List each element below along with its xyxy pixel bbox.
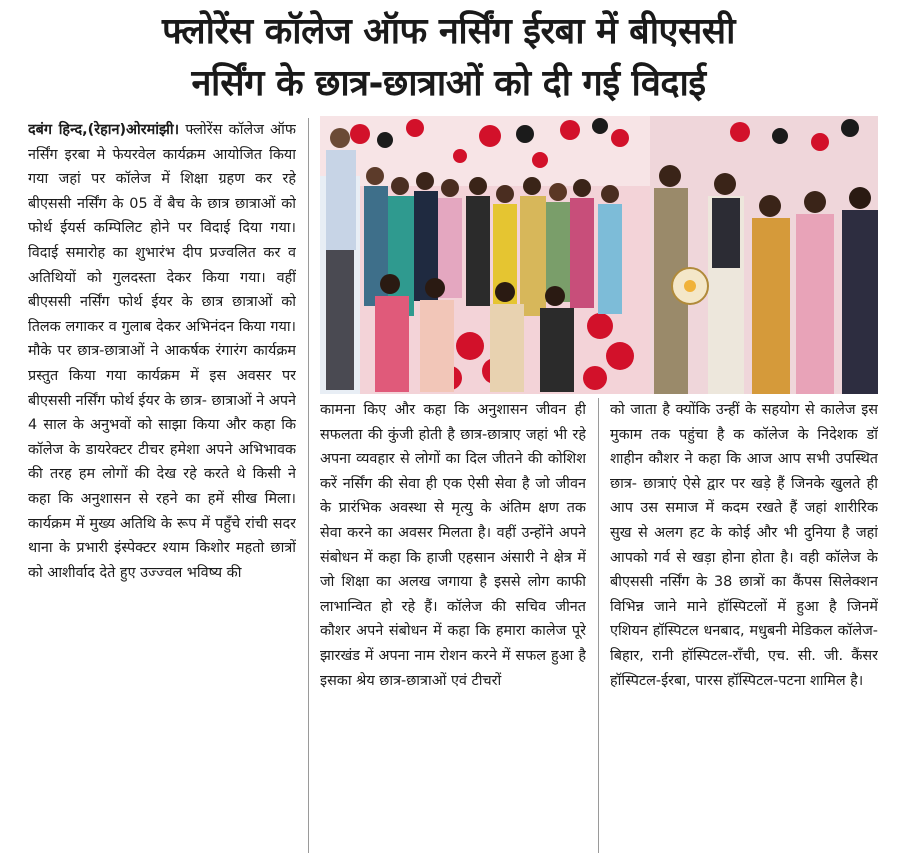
article-column-3 (610, 398, 878, 853)
event-photo-illustration (320, 116, 878, 394)
headline-line-1: फ्लोरेंस कॉलेज ऑफ नर्सिंग ईरबा में बीएससी (162, 11, 735, 52)
column-divider (308, 118, 309, 853)
column-3-text: को जाता है क्योंकि उन्हीं के सहयोग से कालेज इस मुकाम तक पहुंचा है क कॉलेज के निदेशक डॉ शाहीन कौशर ने कहा कि आज आप सभी उपस्थित छात्र- छात्राएं ऐसे द्वार पर खड़े हैं जिनके खुलते ही आप उस समाज में कदम रखते हैं जहां शारीरिक सुख से अलग हट के कोई और भी दुनिया है जहां आपको गर्व से खड़ा होना होता है। वही कॉलेज के बीएससी नर्सिंग के 38 छात्रों का कैंपस सिलेक्शन विभिन्न जाने माने हॉस्पिटलों में हुआ है जिनमें एशियन हॉस्पिटल धनबाद, मधुबनी मेडिकल कॉलेज- बिहार, रानी हॉस्पिटल-राँची, एच. सी. जी. कैंसर हॉस्पिटल-ईरबा, पारस हॉस्पिटल-पटना शामिल है। (610, 402, 878, 689)
column-2-text: कामना किए और कहा कि अनुशासन जीवन ही सफलता की कुंजी होती है छात्र-छात्राए जहां भी रहे अपना व्यवहार से लोगों का दिल जीतने की कोशिश करें नर्सिंग की सेवा ही एक ऐसी सेवा है जो जीवन के प्रारंभिक अवस्था से मृत्यु के अंतिम क्षण तक सेवा करने का अवसर मिलता है। वहीं उन्होंने अपने संबोधन में कहा कि हाजी एहसान अंसारी ने क्षेत्र में जो शिक्षा का अलख जगाया है इससे लोग काफी लाभान्वित हो रहे हैं। कॉलेज की सचिव जीनत कौशर अपने संबोधन में कहा कि हमारा कालेज पूरे झारखंड में अपना नाम रोशन करने में सफल हुआ है इसका श्रेय छात्र-छात्राओं एवं टीचरों (320, 402, 586, 689)
article-column-2 (320, 398, 586, 853)
headline (0, 6, 897, 110)
column-divider (598, 398, 599, 853)
column-1-text: फ्लोरेंस कॉलेज ऑफ नर्सिंग इरबा मे फेयरवेल कार्यक्रम आयोजित किया गया जहां पर कॉलेज में शिक्षा ग्रहण कर रहे बीएससी नर्सिंग के 05 वें बैच के छात्र छात्राओं को फोर्थ ईयर्स कम्पिलिट होने पर विदाई दिया गया। विदाई समारोह का शुभारंभ दीप प्रज्वलित कर व अतिथियों को गुलदस्ता देकर किया गया। वहीं बीएससी नर्सिंग फोर्थ ईयर के छात्र छात्राओं को तिलक लगाकर व गुलाब देकर अभिनंदन किया गया। मौके पर छात्र-छात्राओं ने आकर्षक रंगारंग कार्यक्रम प्रस्तुत किया गया कार्यक्रम में इस अवसर पर बीएससी नर्सिंग फोर्थ ईयर के छात्र- छात्राओं ने अपने 4 साल के अनुभवों को साझा किया और कहा कि कॉलेज के डायरेक्टर टीचर हमेशा अपने अभिभावक की तरह हम लोगों की देख रहे करते थे किसी ने कहा कि अनुशासन से रहने का हमें सीख मिला। कार्यक्रम में मुख्य अतिथि के रूप में पहुँचे रांची सदर थाना के प्रभारी इंस्पेक्टर श्याम किशोर महतो छात्रों को आशीर्वाद देते हुए उज्ज्वल भविष्य की (28, 122, 296, 581)
article-column-1 (28, 118, 296, 853)
byline: दबंग हिन्द,(रेहान)ओरमांझी। (28, 122, 180, 138)
event-photo (320, 116, 878, 394)
headline-line-2: नर्सिंग के छात्र-छात्राओं को दी गई विदाई (191, 63, 706, 104)
